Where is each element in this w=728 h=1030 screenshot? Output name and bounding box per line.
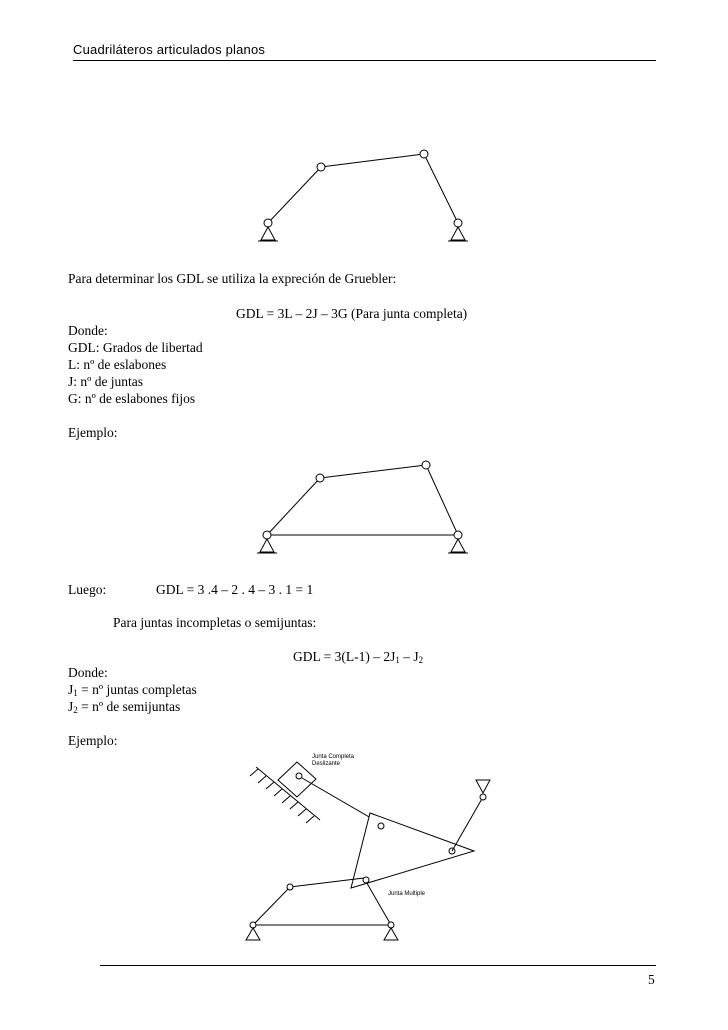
page-number: 5 bbox=[648, 972, 655, 987]
def-g: G: nº de eslabones fijos bbox=[68, 391, 196, 406]
gdl-calculation: GDL = 3 .4 – 2 . 4 – 3 . 1 = 1 bbox=[156, 582, 314, 597]
def-j: J: nº de juntas bbox=[68, 374, 144, 389]
figure-four-bar-linkage bbox=[254, 145, 476, 245]
header-rule bbox=[73, 60, 656, 61]
footer-rule bbox=[100, 965, 656, 966]
def-gdl: GDL: Grados de libertad bbox=[68, 340, 203, 355]
semijuntas-heading: Para juntas incompletas o semijuntas: bbox=[113, 615, 317, 630]
label-junta-multiple: Junta Multiple bbox=[388, 891, 426, 897]
label-junta-completa: Junta Completa bbox=[312, 754, 355, 760]
ejemplo-label-2: Ejemplo: bbox=[68, 733, 118, 748]
donde-label-2: Donde: bbox=[68, 665, 108, 680]
figure-four-bar-with-ground bbox=[252, 458, 476, 558]
label-deslizante: Deslizante bbox=[312, 761, 341, 767]
def-l: L: nº de eslabones bbox=[68, 357, 167, 372]
ejemplo-label-1: Ejemplo: bbox=[68, 425, 118, 440]
figure-multi-joint-mechanism bbox=[238, 745, 498, 945]
def-j2: $J_2$ = nº de semijuntas bbox=[68, 699, 181, 715]
gruebler-intro: Para determinar los GDL se utiliza la expreción de Gruebler: bbox=[68, 271, 397, 286]
semijunta-formula: GDL = $3(L-1) - 2J_1 - J_2$ bbox=[293, 649, 424, 665]
page-header-title: Cuadriláteros articulados planos bbox=[73, 42, 266, 57]
def-j1: $J_1$ = nº juntas completas bbox=[68, 682, 197, 698]
luego-label: Luego: bbox=[68, 582, 107, 597]
donde-label: Donde: bbox=[68, 323, 108, 338]
gruebler-formula: GDL = 3L – 2J – 3G (Para junta completa) bbox=[236, 306, 468, 321]
